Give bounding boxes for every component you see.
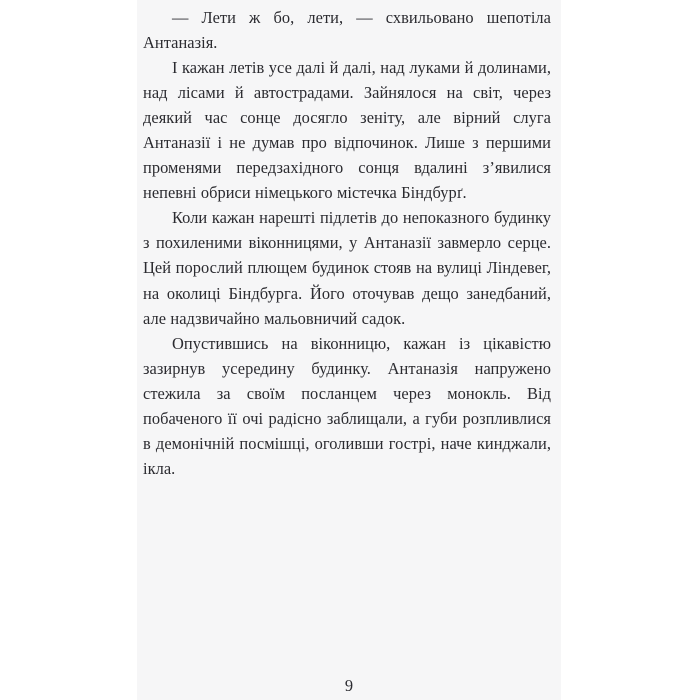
paragraph: Коли кажан нарешті підлетів до непоказного будинку з похиленими віконницями, у Антаназії завмерло серце. Цей порослий плющем будинок стояв на вулиці Ліндевег, на околиці Біндбурга. Його оточував дещо занедбаний, але надзвичайно мальовничий садок. [143,208,551,328]
page-text-body [143,5,551,481]
paragraph: — Лети ж бо, лети, — схвильовано шепотіла Антаназія. [143,8,551,53]
page-number: 9 [344,676,354,695]
paragraph: І кажан летів усе далі й далі, над луками й долинами, над лісами й автострадами. Зайнялося на світ, через деякий час сонце досягло зеніту, але вірний слуга Антаназії і не думав про відпочинок. Лише з першими променями передзахідного сонця вдалині з’явилися непевні обриси німецького містечка Біндбурґ. [143,58,551,203]
book-page [137,0,561,700]
paragraph: Опустившись на віконницю, кажан із цікавістю зазирнув усередину будинку. Антаназія напружено стежила за своїм посланцем через монокль. Від побаченого її очі радісно заблищали, а губи розпливлися в демонічній посмішці, оголивши гострі, наче кинджали, ікла. [143,333,551,478]
